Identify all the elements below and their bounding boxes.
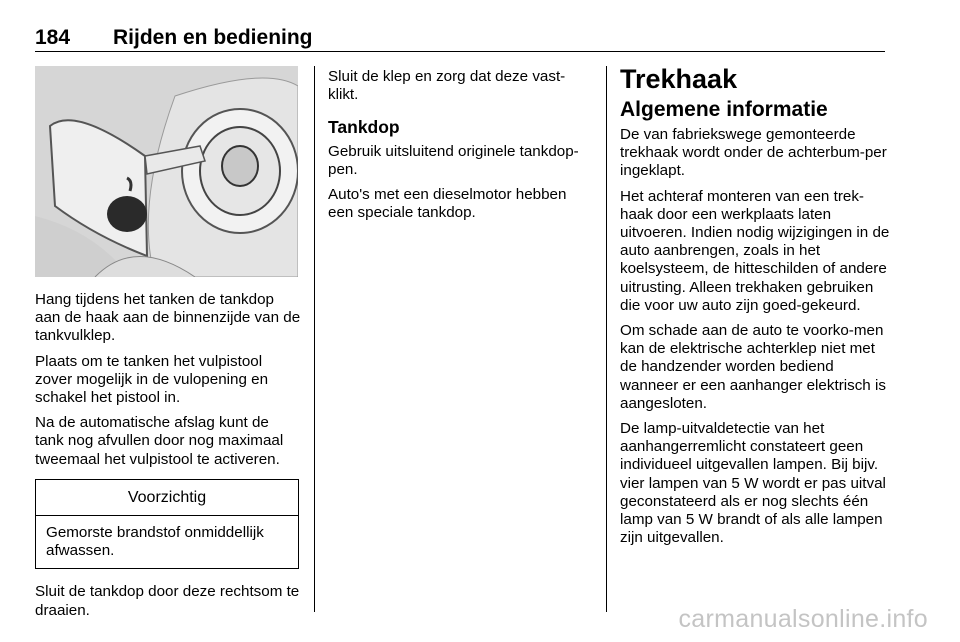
column-middle xyxy=(328,68,594,229)
paragraph: Om schade aan de auto te voorko-men kan de elektrische achterklep niet met de handzender worden bediend wanneer er een aanhanger elektrisch is aangesloten. xyxy=(620,322,886,412)
page-number: 184 xyxy=(35,26,71,49)
watermark: carmanualsonline.info xyxy=(678,605,928,633)
paragraph: Sluit de klep en zorg dat deze vast-klikt. xyxy=(328,68,566,104)
caution-box xyxy=(35,479,299,570)
caution-title: Voorzichtig xyxy=(36,480,298,516)
paragraph: Hang tijdens het tanken de tankdop aan de haak aan de binnenzijde van de tankvulklep. xyxy=(35,291,301,345)
paragraph: De lamp-uitvaldetectie van het aanhangerremlicht constateert geen individueel uitgevallen lampen. Bij bijv. vier lampen van 5 W wordt er pas uitval geconstateerd als er nog slechts één lamp van 5 W brandt of als alle lampen zijn uitgevallen. xyxy=(620,420,886,547)
heading-algemene-informatie: Algemene informatie xyxy=(620,98,828,121)
paragraph: De van fabriekswege gemonteerde trekhaak wordt onder de achterbum-per ingeklapt. xyxy=(620,126,887,180)
paragraph: Na de automatische afslag kunt de tank nog afvullen door nog maximaal tweemaal het vulpistool te activeren. xyxy=(35,414,284,468)
column-divider xyxy=(314,66,315,612)
column-divider xyxy=(606,66,607,612)
column-right xyxy=(620,64,892,554)
fuel-filler-drawing xyxy=(35,66,298,277)
page-header xyxy=(35,26,885,52)
header-rule xyxy=(35,51,885,52)
section-title: Rijden en bediening xyxy=(113,26,313,49)
caution-text: Gemorste brandstof onmiddellijk afwassen. xyxy=(46,524,264,560)
paragraph: Sluit de tankdop door deze rechtsom te draaien. xyxy=(35,583,300,619)
paragraph: Auto's met een dieselmotor hebben een speciale tankdop. xyxy=(328,186,567,222)
paragraph: Plaats om te tanken het vulpistool zover mogelijk in de vulopening en schakel het pistool in. xyxy=(35,352,269,407)
paragraph: Gebruik uitsluitend originele tankdop-pen. xyxy=(328,142,579,178)
column-left xyxy=(35,66,301,627)
heading-trekhaak: Trekhaak xyxy=(620,64,738,94)
fuel-cap-illustration xyxy=(35,66,298,277)
subheading-tankdop: Tankdop xyxy=(328,117,400,138)
paragraph: Het achteraf monteren van een trek-haak door een werkplaats laten uitvoeren. Indien nodig wijzigingen in de auto aanbrengen, zoals in het koelsysteem, de hitteschilden of andere uitrusting. Alleen trekhaken gebruiken die voor uw auto zijn goed-gekeurd. xyxy=(620,187,890,314)
